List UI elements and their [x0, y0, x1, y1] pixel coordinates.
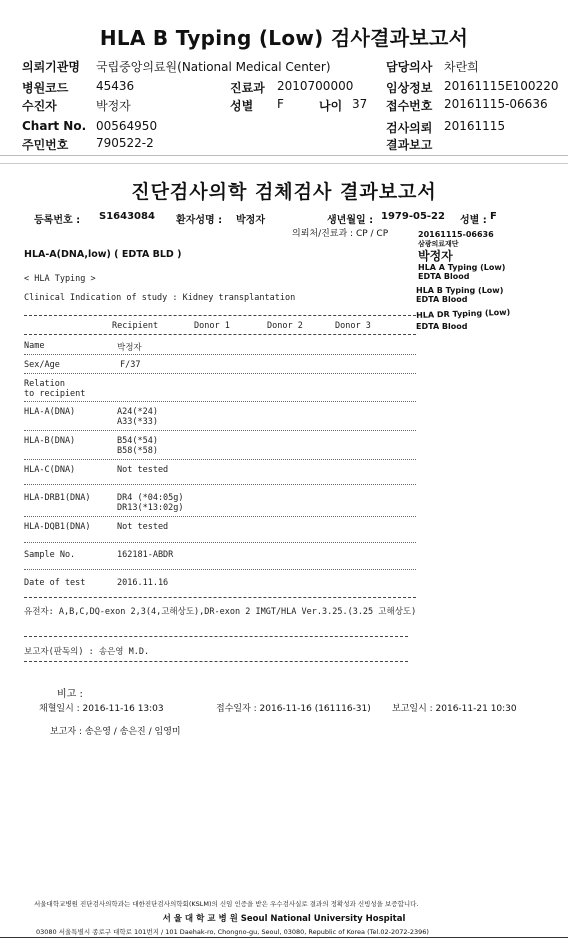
note-label: 비고 : [57, 689, 83, 700]
dob-value: 1979-05-22 [381, 211, 445, 222]
row-value-sexage: F/37 [120, 360, 141, 370]
row-label-dqb1: HLA-DQB1(DNA) [24, 522, 91, 532]
chart-label: Chart No. [22, 119, 87, 133]
hospital-code-value: 45436 [96, 79, 135, 93]
row-rule [24, 354, 416, 355]
doctor-label: 담당의사 [386, 60, 433, 74]
dept-label: 진료과 [230, 81, 265, 95]
reg-label: 등록번호 : [34, 215, 81, 226]
sex-label: 성별 [230, 99, 254, 113]
row-rule [24, 516, 416, 517]
chart-value: 00564950 [96, 119, 158, 133]
rrn-value: 790522-2 [96, 136, 154, 150]
reporter-top-rule [24, 636, 408, 637]
receipt-value: 20161115-06636 [444, 97, 548, 111]
row-label-relation: Relation [24, 379, 65, 389]
label-org: 삼광의료재단 [418, 240, 459, 248]
row-label-sample: Sample No. [24, 550, 76, 560]
table-top-rule [24, 315, 416, 316]
clinical-value: 20161115E100220 [444, 79, 559, 93]
row-rule [24, 542, 416, 543]
clinical-label: 임상정보 [386, 81, 433, 95]
row-value-hla-a-1: A24(*24) [117, 407, 158, 417]
label-test-1: HLA A Typing (Low) [418, 263, 506, 272]
result-label: 결과보고 [386, 138, 433, 152]
footer-address: 03080 서울특별시 종로구 대학로 101번지 / 101 Daehak-ro, Chongno-gu, Seoul, 03080, Republic of Korea (Tel.02-2072-2396) [36, 928, 429, 936]
label-specimen-1: EDTA Blood [418, 272, 470, 281]
specimen-labels [414, 230, 564, 338]
institution-value: 국립중앙의료원(National Medical Center) [96, 60, 331, 74]
dob-label: 생년월일 : [327, 215, 374, 226]
doctor-value: 차란희 [444, 60, 479, 74]
label-test-3: HLA DR Typing (Low) [416, 307, 511, 320]
header-divider [0, 155, 568, 156]
sex-value-2: F [490, 211, 497, 222]
row-value-dqb1: Not tested [117, 522, 169, 532]
col-donor-3: Donor 3 [335, 321, 371, 331]
row-label-hla-a: HLA-A(DNA) [24, 407, 76, 417]
received-time: 접수일자 : 2016-11-16 (161116-31) [216, 704, 371, 714]
row-value-hla-a-2: A33(*33) [117, 417, 158, 427]
label-specimen-2: EDTA Blood [416, 295, 468, 304]
sex-value: F [277, 97, 284, 111]
col-donor-1: Donor 1 [194, 321, 230, 331]
col-donor-2: Donor 2 [267, 321, 303, 331]
test-name: HLA-A(DNA,low) ( EDTA BLD ) [24, 249, 182, 260]
report-title: 진단검사의학 검체검사 결과보고서 [131, 181, 437, 203]
row-value-hla-b-1: B54(*54) [117, 436, 158, 446]
label-test-2: HLA B Typing (Low) [416, 286, 504, 295]
footer-hospital: 서 울 대 학 교 병 원 Seoul National University Hospital [162, 914, 406, 924]
reporters: 보고자 : 송은영 / 송은진 / 임영미 [50, 727, 181, 737]
row-label-hla-b: HLA-B(DNA) [24, 436, 76, 446]
row-rule [24, 484, 416, 485]
request-value: 20161115 [444, 119, 506, 133]
receipt-label: 접수번호 [386, 99, 433, 113]
reporter-bottom-rule [24, 661, 408, 662]
footer-rule [0, 937, 568, 938]
referral: 의뢰처/진료과 : CP / CP [292, 229, 389, 239]
sex-label-2: 성별 : [460, 215, 487, 226]
row-label-sexage: Sex/Age [24, 360, 60, 370]
section-heading: < HLA Typing > [24, 274, 96, 284]
row-value-hla-b-2: B58(*58) [117, 446, 158, 456]
row-value-hla-c: Not tested [117, 465, 169, 475]
reg-value: S1643084 [99, 211, 155, 222]
name-value: 박정자 [236, 215, 265, 226]
footer-certification: 서울대학교병원 진단검사의학과는 대한진단검사의학회(KSLM)의 신임 인증을 받은 우수검사실로 결과의 정확성과 신빙성을 보증합니다. [34, 900, 419, 908]
col-recipient: Recipient [112, 321, 159, 331]
row-label-hla-c: HLA-C(DNA) [24, 465, 76, 475]
row-label-date: Date of test [24, 578, 86, 588]
row-rule [24, 459, 416, 460]
age-value: 37 [352, 97, 368, 111]
row-rule [24, 401, 416, 402]
row-value-sample: 162181-ABDR [117, 550, 174, 560]
age-label: 나이 [319, 99, 343, 113]
label-specimen-3: EDTA Blood [416, 322, 468, 331]
row-value-drb1-1: DR4 (*04:05g) [117, 493, 184, 503]
label-receipt: 20161115-06636 [418, 230, 494, 239]
row-label-name: Name [24, 341, 45, 351]
request-label: 검사의뢰 [386, 121, 433, 135]
institution-label: 의뢰기관명 [22, 60, 80, 74]
row-value-drb1-2: DR13(*13:02g) [117, 503, 184, 513]
patient-value: 박정자 [96, 99, 131, 113]
label-patient: 박정자 [418, 249, 453, 263]
clinical-indication: Clinical Indication of study : Kidney transplantation [24, 293, 296, 303]
gene-note: 유전자: A,B,C,DQ-exon 2,3(4,고해상도),DR-exon 2 IMGT/HLA Ver.3.25.(3.25 고해상도) [24, 607, 417, 617]
row-value-date: 2016.11.16 [117, 578, 169, 588]
scan-divider [0, 163, 568, 164]
row-label-relation-2: to recipient [24, 389, 86, 399]
reported-time: 보고일시 : 2016-11-21 10:30 [392, 704, 517, 714]
patient-label: 수진자 [22, 99, 57, 113]
row-value-name: 박정자 [117, 343, 142, 353]
hospital-code-label: 병원코드 [22, 81, 69, 95]
rrn-label: 주민번호 [22, 138, 69, 152]
dept-value: 2010700000 [277, 79, 354, 93]
header-rule [24, 334, 416, 335]
row-rule [24, 430, 416, 431]
table-bottom-rule [24, 597, 416, 598]
collected-time: 채혈일시 : 2016-11-16 13:03 [39, 704, 164, 714]
row-rule [24, 373, 416, 374]
name-label: 환자성명 : [176, 215, 223, 226]
row-label-drb1: HLA-DRB1(DNA) [24, 493, 91, 503]
row-rule [24, 569, 416, 570]
reporter: 보고자(판독의) : 송은영 M.D. [24, 647, 150, 657]
page-title: HLA B Typing (Low) 검사결과보고서 [99, 26, 469, 50]
